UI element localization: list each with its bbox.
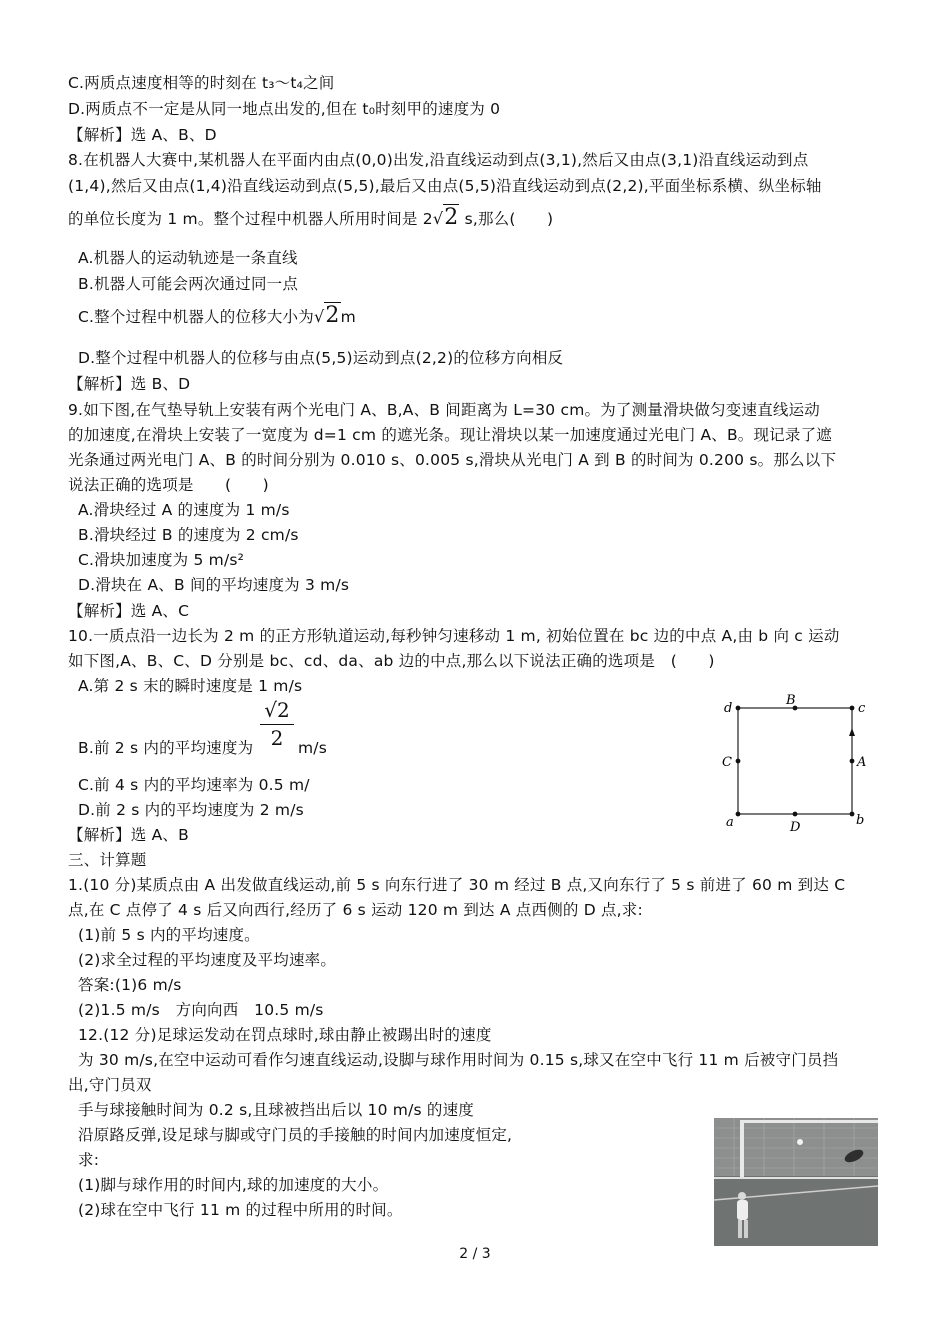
label-b: b bbox=[856, 813, 865, 828]
label-c: c bbox=[858, 701, 866, 716]
q9-line2: 的加速度,在滑块上安装了一宽度为 d=1 cm 的遮光条。现让滑块以某一加速度通过光电门 A、B。现记录了遮 bbox=[68, 426, 832, 444]
label-D: D bbox=[790, 820, 801, 835]
point-a bbox=[736, 812, 741, 817]
player-leg-left bbox=[738, 1220, 742, 1238]
player-body bbox=[737, 1200, 748, 1220]
q9-option-a: A.滑块经过 A 的速度为 1 m/s bbox=[78, 501, 290, 519]
ball bbox=[797, 1139, 803, 1145]
sqrt-sign: √ bbox=[432, 209, 444, 228]
calc1-part1: (1)前 5 s 内的平均速度。 bbox=[78, 926, 260, 944]
point-c bbox=[850, 706, 855, 711]
calc12-line4: 手与球接触时间为 0.2 s,且球被挡出后以 10 m/s 的速度 bbox=[78, 1101, 475, 1119]
q8-text-b: s,那么( ) bbox=[464, 210, 554, 228]
q10-option-a: A.第 2 s 末的瞬时速度是 1 m/s bbox=[78, 677, 303, 695]
label-B: B bbox=[786, 693, 796, 708]
penalty-kick-photo bbox=[714, 1118, 878, 1246]
q10-line1: 10.一质点沿一边长为 2 m 的正方形轨道运动,每秒钟匀速移动 1 m, 初始位置在 bc 边的中点 A,由 b 向 c 运动 bbox=[68, 627, 840, 645]
q8-line2: (1,4),然后又由点(1,4)沿直线运动到点(5,5),最后又由点(5,5)沿直线运动到点(2,2),平面坐标系横、纵坐标轴 bbox=[68, 177, 822, 195]
sqrt-two-displacement bbox=[313, 303, 341, 328]
square-track-diagram bbox=[718, 692, 878, 836]
answer-prev: 【解析】选 A、B、D bbox=[68, 126, 217, 144]
fraction-denominator: 2 bbox=[270, 726, 284, 750]
label-d: d bbox=[724, 701, 733, 716]
label-A: A bbox=[857, 755, 867, 770]
goal-post bbox=[740, 1120, 744, 1178]
calc12-line3: 出,守门员双 bbox=[68, 1076, 152, 1094]
q10-option-c: C.前 4 s 内的平均速率为 0.5 m/ bbox=[78, 776, 310, 794]
sqrt-radicand: 2 bbox=[444, 205, 459, 230]
page-number: 2 / 3 bbox=[459, 1246, 491, 1262]
option-c-prev: C.两质点速度相等的时刻在 t₃～t₄之间 bbox=[68, 74, 335, 92]
q10-line2: 如下图,A、B、C、D 分别是 bc、cd、da、ab 边的中点,那么以下说法正确的选项是 ( ) bbox=[68, 652, 715, 670]
calc12-line1: 12.(12 分)足球运发动在罚点球时,球由静止被踢出时的速度 bbox=[78, 1026, 492, 1044]
q8-line1: 8.在机器人大赛中,某机器人在平面内由点(0,0)出发,沿直线运动到点(3,1),然后又由点(3,1)沿直线运动到点 bbox=[68, 151, 809, 169]
q9-line4: 说法正确的选项是 ( ) bbox=[68, 476, 269, 494]
q10-answer: 【解析】选 A、B bbox=[68, 826, 189, 844]
square-track bbox=[738, 708, 852, 814]
sqrt-radicand: 2 bbox=[325, 303, 340, 328]
calc12-part1: (1)脚与球作用的时间内,球的加速度的大小。 bbox=[78, 1176, 389, 1194]
calc12-line6: 求: bbox=[78, 1151, 100, 1169]
sqrt-sign: √ bbox=[313, 307, 325, 326]
q8-line3 bbox=[68, 205, 884, 230]
q10-option-b-unit: m/s bbox=[298, 739, 327, 757]
q8-option-b: B.机器人可能会两次通过同一点 bbox=[78, 275, 299, 293]
label-a: a bbox=[726, 815, 734, 830]
point-C bbox=[736, 759, 741, 764]
q8-option-c-unit: m bbox=[340, 308, 356, 326]
calc1-line1: 1.(10 分)某质点由 A 出发做直线运动,前 5 s 向东行进了 30 m 经过 B 点,又向东行了 5 s 前进了 60 m 到达 C bbox=[68, 876, 846, 894]
q8-text-a: 的单位长度为 1 m。整个过程中机器人所用时间是 2 bbox=[68, 210, 433, 228]
q9-answer: 【解析】选 A、C bbox=[68, 602, 190, 620]
q8-option-c bbox=[78, 303, 894, 328]
fraction-numerator: √2 bbox=[264, 698, 290, 722]
q9-option-d: D.滑块在 A、B 间的平均速度为 3 m/s bbox=[78, 576, 350, 594]
q8-option-c-text: C.整个过程中机器人的位移大小为 bbox=[78, 308, 314, 326]
direction-arrow bbox=[849, 728, 855, 736]
point-b bbox=[850, 812, 855, 817]
label-C: C bbox=[722, 755, 732, 770]
q10-option-d: D.前 2 s 内的平均速度为 2 m/s bbox=[78, 801, 304, 819]
q9-option-c: C.滑块加速度为 5 m/s² bbox=[78, 551, 245, 569]
calc12-part2: (2)球在空中飞行 11 m 的过程中所用的时间。 bbox=[78, 1201, 403, 1219]
point-d bbox=[736, 706, 741, 711]
sqrt-two-time bbox=[432, 205, 460, 230]
point-A bbox=[850, 759, 855, 764]
calc12-line5: 沿原路反弹,设足球与脚或守门员的手接触的时间内加速度恒定, bbox=[78, 1126, 513, 1144]
calc1-answer1: 答案:(1)6 m/s bbox=[78, 976, 182, 994]
section-heading: 三、计算题 bbox=[68, 851, 147, 869]
calc1-part2: (2)求全过程的平均速度及平均速率。 bbox=[78, 951, 337, 969]
calc1-answer2: (2)1.5 m/s 方向向西 10.5 m/s bbox=[78, 1001, 324, 1019]
q8-option-a: A.机器人的运动轨迹是一条直线 bbox=[78, 249, 298, 267]
crossbar bbox=[740, 1120, 878, 1123]
fraction-bar bbox=[260, 724, 294, 725]
calc1-line2: 点,在 C 点停了 4 s 后又向西行,经历了 6 s 运动 120 m 到达 A 点西侧的 D 点,求: bbox=[68, 901, 643, 919]
goal-net bbox=[714, 1118, 878, 1176]
option-d-prev: D.两质点不一定是从同一地点出发的,但在 t₀时刻甲的速度为 0 bbox=[68, 100, 501, 118]
q9-line1: 9.如下图,在气垫导轨上安装有两个光电门 A、B,A、B 间距离为 L=30 cm。为了测量滑块做匀变速直线运动 bbox=[68, 401, 820, 419]
calc12-line2: 为 30 m/s,在空中运动可看作匀速直线运动,设脚与球作用时间为 0.15 s,球又在空中飞行 11 m 后被守门员挡 bbox=[78, 1051, 839, 1069]
player-leg-right bbox=[744, 1220, 748, 1238]
q10-option-b-text: B.前 2 s 内的平均速度为 bbox=[78, 739, 254, 757]
q8-answer: 【解析】选 B、D bbox=[68, 375, 191, 393]
point-D bbox=[793, 812, 798, 817]
q9-line3: 光条通过两光电门 A、B 的时间分别为 0.010 s、0.005 s,滑块从光电门 A 到 B 的时间为 0.200 s。那么以下 bbox=[68, 451, 837, 469]
q8-option-d: D.整个过程中机器人的位移与由点(5,5)运动到点(2,2)的位移方向相反 bbox=[78, 349, 564, 367]
player-head bbox=[738, 1192, 746, 1200]
fraction-sqrt2-over-2 bbox=[260, 697, 294, 755]
q9-option-b: B.滑块经过 B 的速度为 2 cm/s bbox=[78, 526, 299, 544]
